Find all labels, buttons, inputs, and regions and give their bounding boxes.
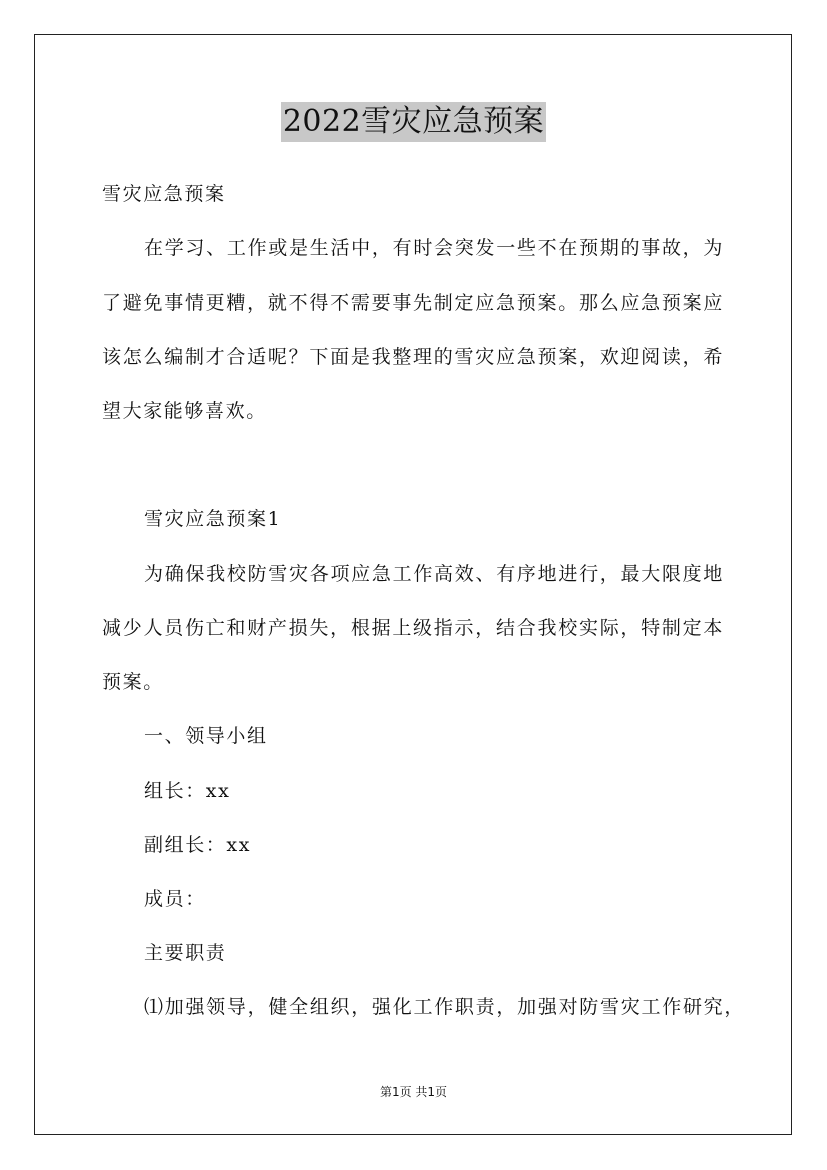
leader-line: 组长：xx xyxy=(144,780,231,802)
intro-line: 该怎么编制才合适呢？下面是我整理的雪灾应急预案，欢迎阅读，希 xyxy=(102,346,724,368)
intro-line: 了避免事情更糟，就不得不需要事先制定应急预案。那么应急预案应 xyxy=(102,292,724,314)
document-subtitle: 雪灾应急预案 xyxy=(102,183,226,205)
document-title: 2022雪灾应急预案 xyxy=(281,102,546,142)
title-container xyxy=(0,102,827,142)
purpose-line: 为确保我校防雪灾各项应急工作高效、有序地进行，最大限度地 xyxy=(144,563,724,585)
heading-leadership-group: 一、领导小组 xyxy=(144,725,268,747)
main-duties-heading: 主要职责 xyxy=(144,942,227,964)
purpose-line: 减少人员伤亡和财产损失，根据上级指示，结合我校实际，特制定本 xyxy=(102,617,724,639)
members-line: 成员： xyxy=(144,888,206,910)
duty-line: ⑴加强领导，健全组织，强化工作职责，加强对防雪灾工作研究， xyxy=(144,996,744,1018)
page-footer: 第1页 共1页 xyxy=(379,1085,448,1099)
intro-line: 望大家能够喜欢。 xyxy=(102,400,267,422)
deputy-leader-line: 副组长：xx xyxy=(144,834,252,856)
purpose-line: 预案。 xyxy=(102,671,164,693)
section-title: 雪灾应急预案1 xyxy=(144,508,282,530)
intro-line: 在学习、工作或是生活中，有时会突发一些不在预期的事故，为 xyxy=(144,237,724,259)
